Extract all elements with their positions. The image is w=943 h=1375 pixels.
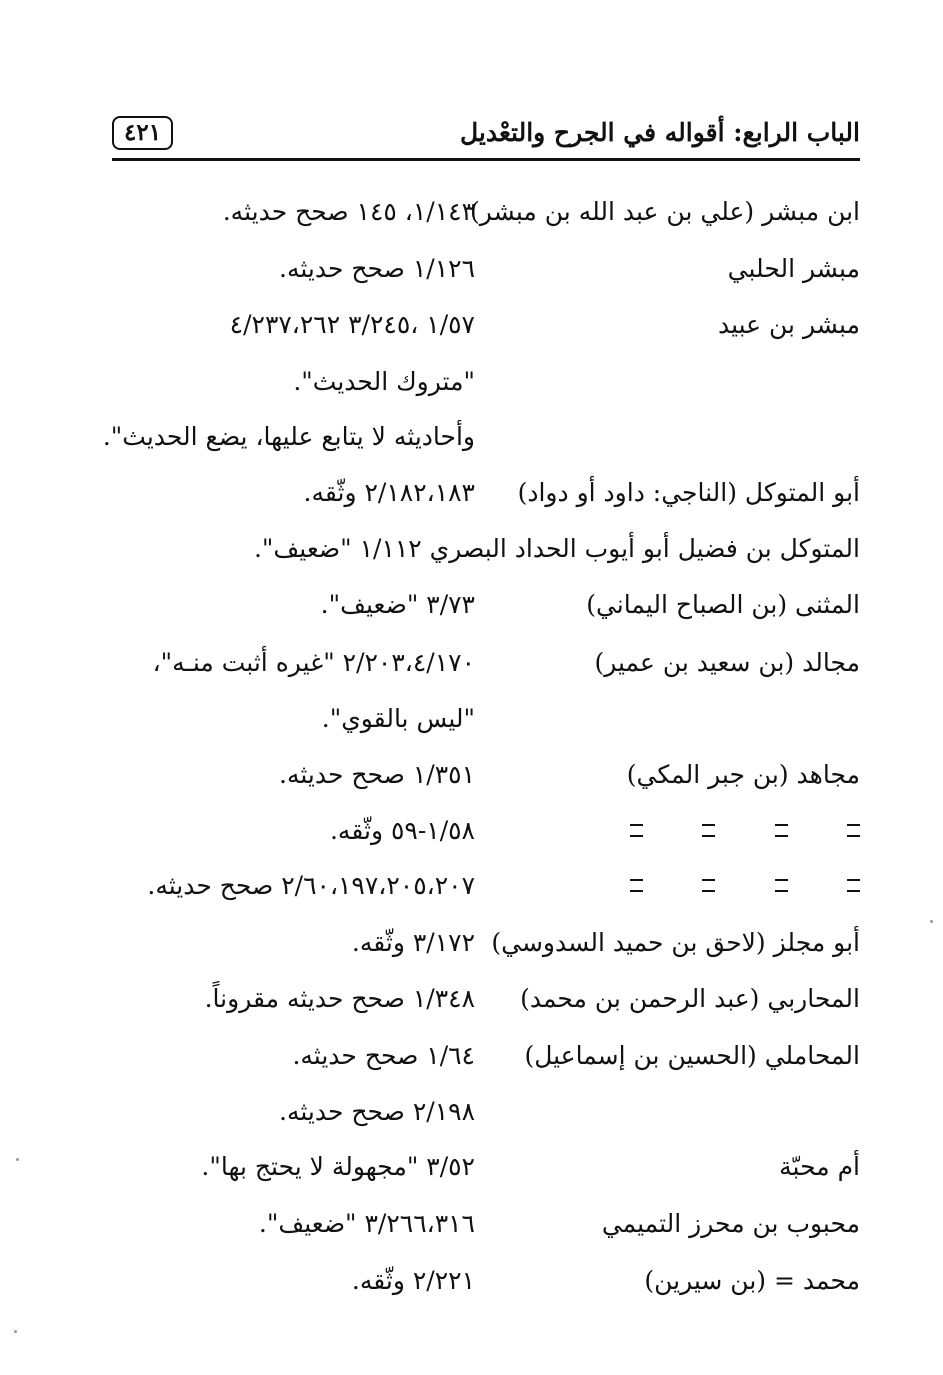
entry-name: مبشر بن عبيد (717, 310, 860, 339)
ditto-mark (630, 879, 643, 892)
entry-row (112, 1083, 860, 1140)
entry-reference: ٢/١٩٨ صحح حديثه. (279, 1097, 475, 1126)
entry-reference: ٢/٢٢١ وثّقه. (351, 1266, 475, 1295)
entry-name: أبو مجلز (لاحق بن حميد السدوسي) (491, 928, 860, 957)
entry-reference: ٢/١٨٢،١٨٣ وثّقه. (303, 478, 475, 507)
entry-row (112, 914, 860, 971)
scan-speck (14, 1330, 17, 1333)
entry-name: محمد = (بن سيرين) (644, 1266, 860, 1295)
entry-reference: ٣/٥٢ "مجهولة لا يحتج بها". (201, 1152, 475, 1181)
entry-row (112, 746, 860, 803)
ditto-marks (630, 857, 860, 914)
entry-name: المتوكل بن فضيل أبو أيوب الحداد البصري ١/١١٢ "ضعيف". (253, 534, 860, 563)
entry-row (112, 183, 860, 240)
entry-row (112, 970, 860, 1027)
entry-row (102, 408, 860, 465)
ditto-mark (775, 879, 788, 892)
entry-row (112, 690, 860, 747)
ditto-mark (702, 879, 715, 892)
entry-row (112, 1195, 860, 1252)
entry-reference: "متروك الحديث". (293, 367, 475, 396)
ditto-mark (630, 824, 643, 837)
entry-row (112, 520, 860, 577)
ditto-mark (847, 879, 860, 892)
entry-row (112, 1252, 860, 1309)
entry-name: مبشر الحلبي (727, 254, 860, 283)
entry-row (112, 240, 860, 297)
entry-reference: "ليس بالقوي". (321, 704, 475, 733)
entry-reference: ١/٥٧ ،٣/٢٤٥ ٤/٢٣٧،٢٦٢ (229, 310, 475, 339)
entry-reference: ١/٣٥١ صحح حديثه. (279, 760, 475, 789)
ditto-mark (847, 824, 860, 837)
ditto-mark (702, 824, 715, 837)
entry-row (112, 857, 860, 914)
entry-reference: ٣/٧٣ "ضعيف". (320, 590, 475, 619)
entry-name: مجالد (بن سعيد بن عمير) (594, 648, 860, 677)
ditto-marks (630, 802, 860, 859)
entry-name: المثنى (بن الصباح اليماني) (586, 590, 860, 619)
entry-reference: ١/١٢٦ صحح حديثه. (279, 254, 475, 283)
entry-reference: ٣/٢٦٦،٣١٦ "ضعيف". (258, 1209, 475, 1238)
entry-reference: ٢/٦٠،١٩٧،٢٠٥،٢٠٧ صحح حديثه. (147, 871, 475, 900)
page-number: ٤٢١ (112, 116, 173, 150)
entry-row (112, 464, 860, 521)
entry-name: أم محبّة (779, 1152, 860, 1181)
scan-speck (16, 1158, 19, 1161)
entry-name: محبوب بن محرز التميمي (601, 1209, 860, 1238)
entry-reference: ١/١٤٣، ١٤٥ صحح حديثه. (222, 197, 475, 226)
running-header (112, 108, 860, 161)
entry-name: المحاربي (عبد الرحمن بن محمد) (520, 984, 860, 1013)
chapter-title: الباب الرابع: أقواله في الجرح والتعْديل (459, 118, 860, 147)
entry-row (112, 1027, 860, 1084)
entry-row (112, 634, 860, 691)
entry-reference: ١/٦٤ صحح حديثه. (292, 1041, 475, 1070)
ditto-mark (775, 824, 788, 837)
scan-speck (930, 920, 933, 923)
entry-reference: ٣/١٧٢ وثّقه. (351, 928, 475, 957)
entry-name: ابن مبشر (علي بن عبد الله بن مبشر) (470, 197, 860, 226)
entry-name: أبو المتوكل (الناجي: داود أو دواد) (517, 478, 860, 507)
entry-name: مجاهد (بن جبر المكي) (626, 760, 860, 789)
entry-row (112, 576, 860, 633)
entry-row (112, 353, 860, 410)
entry-row (112, 1138, 860, 1195)
entry-row (112, 802, 860, 859)
entry-reference: ١/٥٨-٥٩ وثّقه. (329, 816, 475, 845)
entry-row (112, 296, 860, 353)
entry-reference: ٢/٢٠٣،٤/١٧٠ "غيره أثبت منـه"، (152, 648, 475, 677)
entry-reference: ١/٣٤٨ صحح حديثه مقروناً. (204, 984, 475, 1013)
entry-name: المحاملي (الحسين بن إسماعيل) (524, 1041, 860, 1070)
entry-reference: وأحاديثه لا يتابع عليها، يضع الحديث". (102, 422, 475, 451)
